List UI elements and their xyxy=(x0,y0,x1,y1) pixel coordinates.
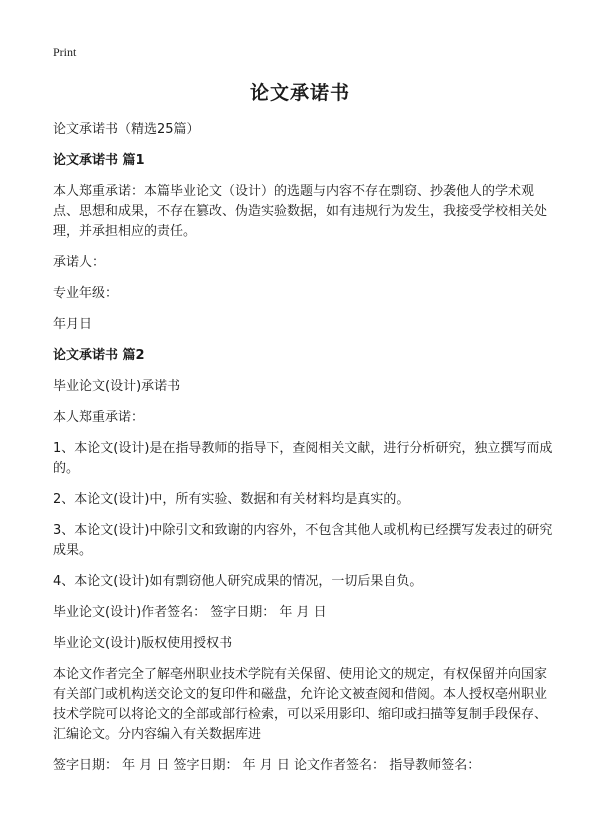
list-item: 4、本论文(设计)如有剽窃他人研究成果的情况，一切后果自负。 xyxy=(53,574,423,589)
signature-line: 签字日期： 年 月 日 签字日期： 年 月 日 论文作者签名： 指导教师签名： xyxy=(53,758,481,773)
paragraph: 本人郑重承诺： xyxy=(53,410,145,425)
paragraph: 本人郑重承诺：本篇毕业论文（设计）的选题与内容不存在剽窃、抄袭他人的学术观点、思想和成果，不存在篡改、伪造实验数据，如有违规行为发生，我接受学校相关处理，并承担相应的责任。 xyxy=(53,184,548,239)
list-item: 3、本论文(设计)中除引文和致谢的内容外，不包含其他人或机构已经撰写发表过的研究成果。 xyxy=(53,523,553,558)
major-line: 专业年级： xyxy=(53,286,119,301)
page-title: 论文承诺书 xyxy=(249,82,350,104)
signer-line: 承诺人： xyxy=(53,255,106,270)
date-line: 年月日 xyxy=(53,317,93,332)
doc-subtitle: 论文承诺书（精选25篇） xyxy=(53,122,200,137)
section-heading-2: 论文承诺书 篇2 xyxy=(53,348,145,363)
signature-line: 毕业论文(设计)作者签名： 签字日期： 年 月 日 xyxy=(53,605,327,620)
paragraph: 毕业论文(设计)承诺书 xyxy=(53,379,181,394)
paragraph: 本论文作者完全了解亳州职业技术学院有关保留、使用论文的规定，有权保留并向国家有关部门或机构送交论文的复印件和磁盘，允许论文被查阅和借阅。本人授权亳州职业技术学院可以将论文的全部或部行检索，可以采用影印、缩印或扫描等复制手段保存、汇编论文。分内容编入有关数据库进 xyxy=(53,667,548,742)
print-link[interactable]: Print xyxy=(53,45,77,59)
list-item: 1、本论文(设计)是在指导教师的指导下，查阅相关文献，进行分析研究，独立撰写而成的。 xyxy=(53,441,553,476)
list-item: 2、本论文(设计)中，所有实验、数据和有关材料均是真实的。 xyxy=(53,492,410,507)
paragraph: 毕业论文(设计)版权使用授权书 xyxy=(53,636,233,651)
document-body xyxy=(53,120,553,787)
section-heading-1: 论文承诺书 篇1 xyxy=(53,153,145,168)
